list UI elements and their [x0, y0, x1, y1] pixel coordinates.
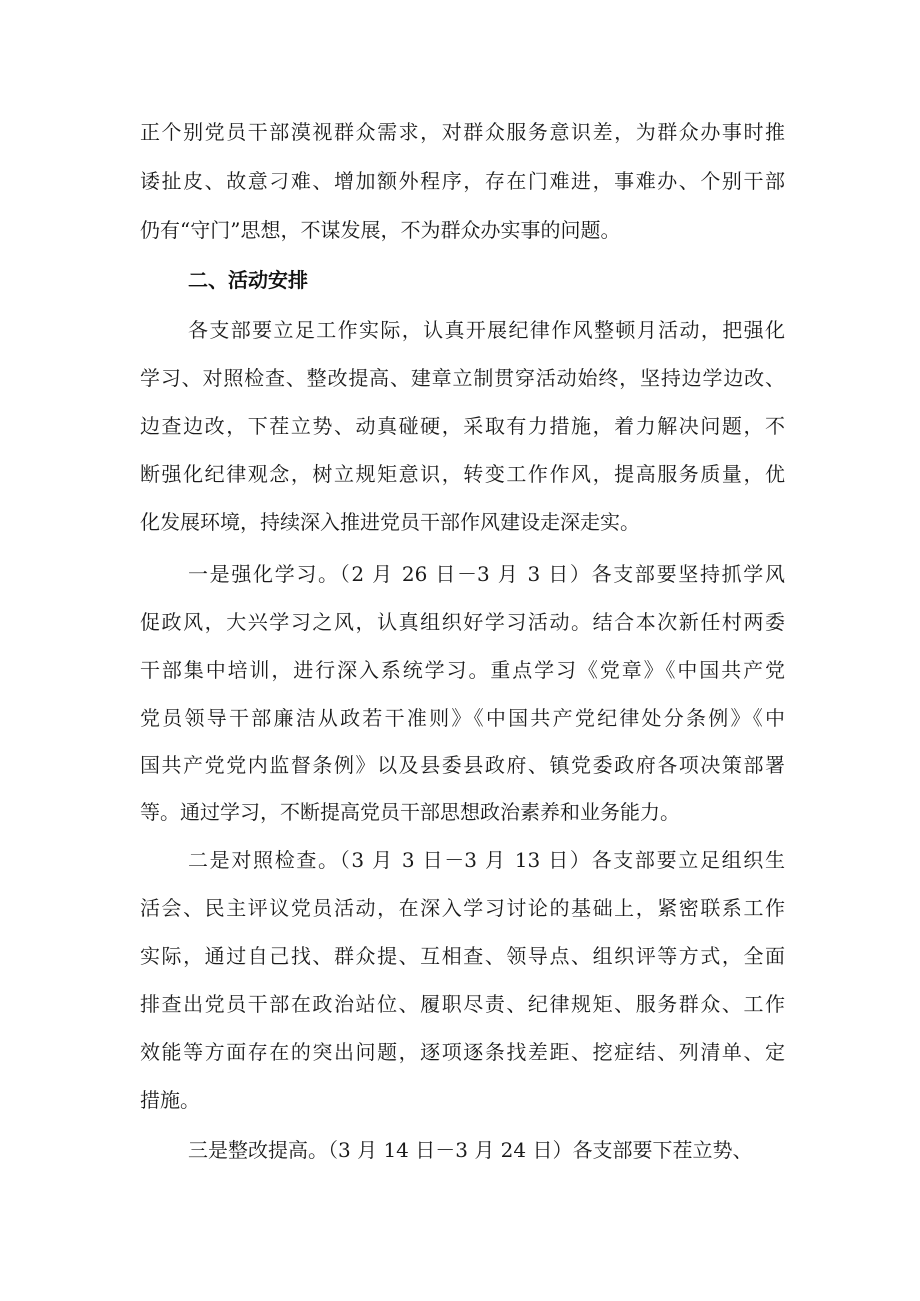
paragraph-line: 化发展环境，持续深入推进党员干部作风建设走深走实。: [140, 510, 640, 534]
paragraph-line: 实际，通过自己找、群众提、互相查、领导点、组织评等方式，全面: [140, 944, 785, 968]
paragraph-line: 边查边改，下茬立势、动真碰硬，采取有力措施，着力解决问题，不: [140, 414, 785, 438]
paragraph-line: 干部集中培训，进行深入系统学习。重点学习《党章》《中国共产党: [140, 658, 785, 682]
paragraph-line: 排查出党员干部在政治站位、履职尽责、纪律规矩、服务群众、工作: [140, 992, 785, 1016]
paragraph-line: 活会、民主评议党员活动，在深入学习讨论的基础上，紧密联系工作: [140, 896, 785, 920]
paragraph-line: 措施。: [140, 1088, 200, 1112]
paragraph-line: 国共产党党内监督条例》以及县委县政府、镇党委政府各项决策部署: [140, 753, 785, 777]
paragraph-line: 效能等方面存在的突出问题，逐项逐条找差距、挖症结、列清单、定: [140, 1040, 785, 1064]
paragraph-line: 诿扯皮、故意刁难、增加额外程序，存在门难进，事难办、个别干部: [140, 169, 785, 193]
paragraph-line: 党员领导干部廉洁从政若干准则》《中国共产党纪律处分条例》《中: [140, 706, 785, 730]
paragraph-line: 正个别党员干部漠视群众需求，对群众服务意识差，为群众办事时推: [140, 120, 785, 144]
paragraph-line: 仍有“守门”思想，不谋发展，不为群众办实事的问题。: [140, 218, 621, 242]
section-heading: 二、活动安排: [188, 268, 308, 292]
paragraph-line: 二是对照检查。（3 月 3 日－3 月 13 日）各支部要立足组织生: [188, 848, 785, 872]
paragraph-line: 断强化纪律观念，树立规矩意识，转变工作作风，提高服务质量，优: [140, 462, 785, 486]
paragraph-line: 三是整改提高。（3 月 14 日－3 月 24 日）各支部要下茬立势、: [188, 1138, 753, 1162]
paragraph-line: 各支部要立足工作实际，认真开展纪律作风整顿月活动，把强化: [188, 318, 785, 342]
paragraph-line: 等。通过学习，不断提高党员干部思想政治素养和业务能力。: [140, 800, 680, 824]
paragraph-line: 学习、对照检查、整改提高、建章立制贯穿活动始终，坚持边学边改、: [140, 366, 785, 390]
paragraph-line: 一是强化学习。（2 月 26 日－3 月 3 日）各支部要坚持抓学风: [188, 562, 785, 586]
paragraph-line: 促政风，大兴学习之风，认真组织好学习活动。结合本次新任村两委: [140, 610, 785, 634]
